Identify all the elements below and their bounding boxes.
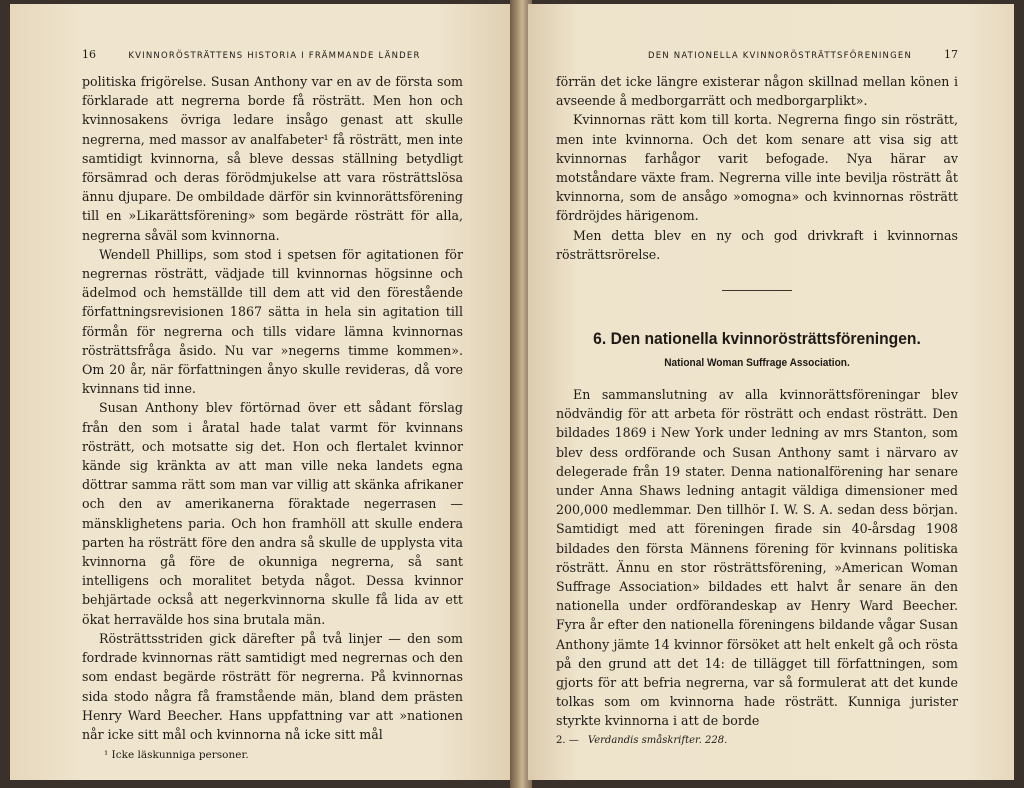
right-body-text-top [556, 72, 958, 264]
paragraph: politiska frigörelse. Susan Anthony var en av de första som förklarade att negrerna borde få rösträtt. Men hon och kvinnosakens övriga ledare insågo genast att skulle negrerna, med massor av analfabeter¹ få rösträtt, men inte samtidigt kvinnorna, så bleve dessas ställning betydligt försämrad och deras förödmjukelse att vara rösträttslösa ännu djupare. De ombildade därför sin kvinnorättsförening till en »Likarättsförening» som begärde rösträtt för alla, negrerna såväl som kvinnorna. [82, 74, 463, 243]
right-body-text-bottom [556, 385, 958, 731]
section-heading: 6. Den nationella kvinnorösträttsföreningen. [593, 329, 921, 349]
section-subheading: National Woman Suffrage Association. [664, 357, 850, 370]
right-page [528, 4, 1014, 780]
paragraph: En sammanslutning av alla kvinnorättsföreningar blev nödvändig för att arbeta för rösträtt och endast rösträtt. Den bildades 1869 i New York under ledning av mrs Stanton, som blev dess ordförande och Susan Anthony samt i närvaro av delegerade från 19 stater. Denna nationalförening har senare under Anna Shaws ledning antagit väldiga dimensioner med 200,000 medlemmar. Den tillhör I. W. S. A. sedan dess början. Samtidigt med att föreningen firade sin 40-årsdag 1908 bildades den första Männens förening för kvinnans politiska rösträtt. Ännu en stor rösträttsförening, »American Woman Suffrage Association» bildades ett halvt år senare än den nationella under ordförandeskap av Henry Ward Beecher. Fyra år efter den nationella föreningens bildande vågar Susan Anthony jämte 14 kvinnor försöket att helt enkelt gå och rösta på den grund att det 14: de tillägget till författningen, som gjorts för att befria negrerna, var så formulerat att det kunde tolkas som om kvinnorna hade rösträtt. Kunniga jurister styrkte kvinnorna i att de borde [556, 387, 958, 729]
printer-signature [556, 735, 958, 746]
section-divider [722, 290, 792, 291]
paragraph: Susan Anthony blev förtörnad över ett sådant förslag från den som i åratal hade talat varmt för kvinnans rösträtt, och motsatte sig det. Hon och flertalet kvinnor kände sig kränkta av att man ville neka landets egna döttrar samma rätt som man var villig att skänka afrikaner och den av amerikanerna föraktade negerrasen — mänsklighetens paria. Och hon framhöll att skulle endera parten ha rösträtt före den andra så skulle de upplysta vita kvinnorna gå före de okunniga negrerna, så sant intelligens och moralitet betyda något. Dessa kvinnor behjärtade också att negerkvinnorna skulle få lida av ett ökat herravälde hos sina brutala män. [82, 400, 463, 627]
right-page-number: 17 [944, 48, 958, 61]
left-page [10, 4, 513, 780]
footnote: ¹ Icke läskunniga personer. [104, 749, 249, 762]
paragraph: Rösträttsstriden gick därefter på två linjer — den som fordrade kvinnornas rätt samtidigt med negrernas och den som endast begärde rösträtt för negrerna. På kvinnornas sida stodo några få framstående män, bland dem prästen Henry Ward Beecher. Hans uppfattning var att »nationen når icke sitt mål och kvinnorna nå icke sitt mål [82, 630, 463, 742]
signature-number: 2. — [556, 734, 579, 746]
signature-text: Verdandis småskrifter. 228. [587, 734, 728, 746]
left-body-text [82, 72, 463, 744]
paragraph: Kvinnornas rätt kom till korta. Negrerna fingo sin rösträtt, men inte kvinnorna. Och det kom senare att visa sig att kvinnornas farhågor varit befogade. Nya härar av motståndare växte fram. Negrerna ville inte bevilja rösträtt åt kvinnorna, som de ansågo »omogna» och kvinnornas rösträtt fördröjdes härigenom. [556, 112, 958, 224]
paragraph: Wendell Phillips, som stod i spetsen för agitationen för negrernas rösträtt, vädjade till kvinnornas högsinne och ädelmod och hemställde till dem att vid den förestående författningsrevisionen 1867 sätta in hela sin agitation till förmån för negrerna och tills vidare lämna kvinnornas rösträttsfråga åsido. Nu var »negerns timme kommen». Om 20 år, när författningen ånyo skulle revideras, då vore kvinnans tid inne. [82, 246, 463, 397]
right-running-head [556, 48, 958, 70]
right-running-title: DEN NATIONELLA KVINNORÖSTRÄTTSFÖRENINGEN [647, 51, 913, 61]
left-running-title: KVINNORÖSTRÄTTENS HISTORIA I FRÄMMANDE LÄNDER [128, 51, 421, 61]
paragraph: förrän det icke längre existerar någon skillnad mellan könen i avseende å medborgarrätt och medborgarplikt». [556, 74, 958, 109]
left-page-number: 16 [82, 48, 96, 61]
paragraph: Men detta blev en ny och god drivkraft i kvinnornas rösträttsrörelse. [556, 227, 958, 262]
left-running-head [82, 48, 463, 70]
